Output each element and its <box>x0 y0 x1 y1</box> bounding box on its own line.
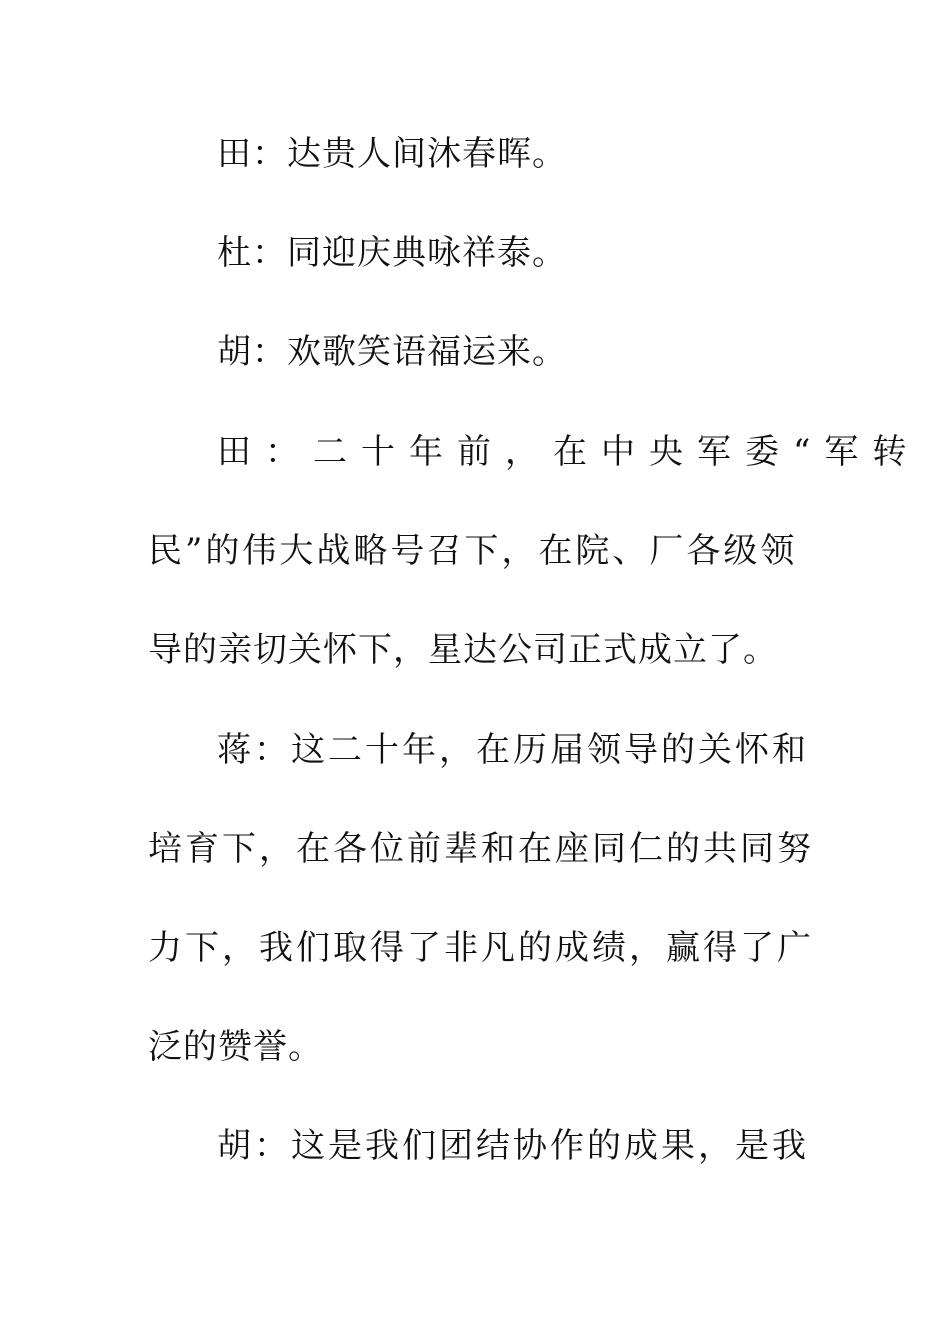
paragraph-line-4: 田：二十年前，在中央军委“军转 <box>217 432 921 472</box>
paragraph-line-2: 杜：同迎庆典咏祥泰。 <box>217 233 567 273</box>
paragraph-line-1: 田：达贵人间沐春晖。 <box>217 134 567 174</box>
paragraph-line-9: 力下，我们取得了非凡的成绩，赢得了广 <box>148 928 814 968</box>
paragraph-line-8: 培育下，在各位前辈和在座同仁的共同努 <box>148 829 814 869</box>
paragraph-line-7: 蒋：这二十年，在历届领导的关怀和 <box>217 730 809 770</box>
paragraph-line-6: 导的亲切关怀下，星达公司正式成立了。 <box>148 630 778 670</box>
paragraph-line-10: 泛的赞誉。 <box>148 1027 323 1067</box>
paragraph-line-11: 胡：这是我们团结协作的成果，是我 <box>217 1126 809 1166</box>
paragraph-line-3: 胡：欢歌笑语福运来。 <box>217 332 567 372</box>
paragraph-line-5: 民”的伟大战略号召下，在院、厂各级领 <box>148 531 798 571</box>
